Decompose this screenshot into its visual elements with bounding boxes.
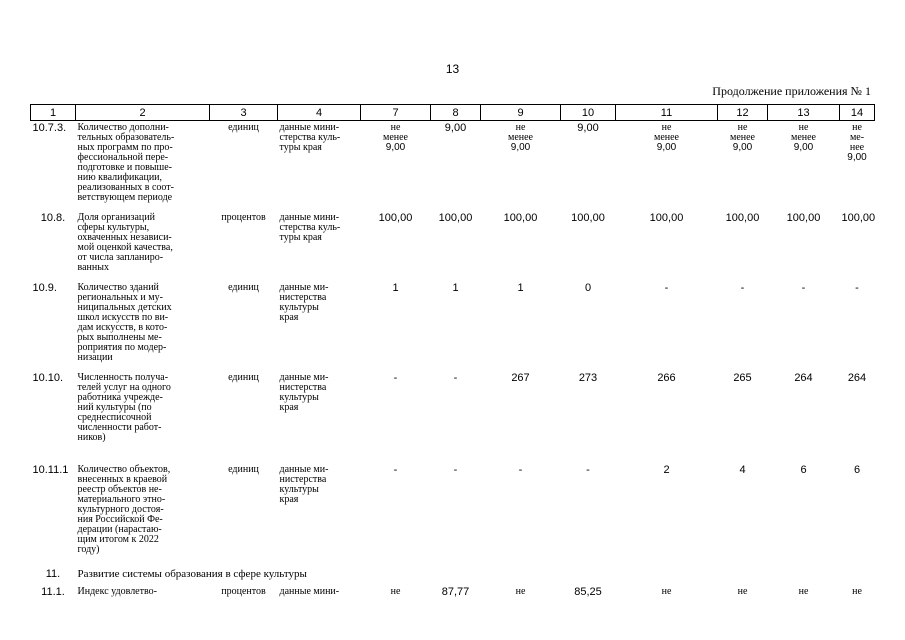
value-cell: 264 [794,371,813,384]
value-cell: 9,00 [444,122,467,134]
continuation-label: Продолжение приложения № 1 [712,84,871,98]
value-cell: не [737,585,748,597]
value-cell: не менее 9,00 [730,122,755,153]
indicator-name: Доля организаций сферы культуры, охваченных независи- мой оценкой качества, от числа запланиро- ванных [77,211,173,273]
indicator-name: Количество зданий региональных и му- ниципальных детских школ искусств по ви- дам искусств, в кото- рых выполнены ме- роприятия по модер- низации [77,281,172,363]
value-cell: 1 [392,281,399,294]
value-cell: не менее 9,00 [654,122,679,153]
value-cell: - [518,463,523,476]
section-number: 11. [45,567,61,580]
unit-of-measure: единиц [228,281,259,293]
column-number: 2 [76,105,210,121]
page-number: 13 [445,62,460,76]
unit-of-measure: единиц [228,371,259,383]
indicators-table [30,104,875,607]
value-cell: 100,00 [503,211,538,224]
value-cell: 265 [733,371,752,384]
column-number: 7 [361,105,431,121]
column-number: 10 [561,105,616,121]
table-row [31,121,875,211]
row-number: 10.8. [40,211,66,224]
data-source: данные ми- нистерства культуры края [279,371,329,413]
value-cell: 6 [853,463,861,476]
value-cell: не менее 9,00 [791,122,816,153]
table-row [31,463,875,567]
value-cell: 100,00 [725,211,760,224]
value-cell: 100,00 [378,211,413,224]
value-cell: - [664,281,669,294]
data-source: данные ми- нистерства культуры края [279,281,329,323]
row-number: 10.7.3. [32,122,67,134]
section-row [31,567,875,585]
column-number-row [31,105,875,121]
indicator-name: Количество дополни- тельных образователь- ных программ по про- фессиональной пере- подготовке и повыше- нию квалификации, реализованных в соот- ветствующем периоде [77,122,175,203]
value-cell: 264 [847,371,867,384]
value-cell: не [390,585,401,597]
value-cell: не [515,585,526,597]
value-cell: 0 [584,281,592,294]
value-cell: 87,77 [441,585,470,598]
value-cell: - [801,281,806,294]
value-cell: не менее 9,00 [508,122,533,153]
column-number: 8 [431,105,481,121]
table-row [31,371,875,463]
value-cell: не [798,585,809,597]
value-cell: - [393,371,398,384]
value-cell: 273 [578,371,598,384]
section-title: Развитие системы образования в сфере культуры [77,567,307,580]
column-number: 14 [840,105,875,121]
unit-of-measure: единиц [228,122,259,133]
value-cell: 85,25 [574,585,602,598]
value-cell: 1 [517,281,524,294]
value-cell: не [661,585,672,597]
column-number: 11 [616,105,718,121]
value-cell: 100,00 [786,211,821,224]
column-number: 13 [768,105,840,121]
value-cell: 266 [657,371,676,384]
value-cell: не ме- нее 9,00 [847,122,867,163]
value-cell: 100,00 [841,211,876,224]
value-cell: 100,00 [649,211,684,224]
column-number: 9 [481,105,561,121]
value-cell: 100,00 [438,211,473,224]
value-cell: 4 [739,463,746,476]
column-number: 12 [718,105,768,121]
row-number: 10.9. [32,281,57,294]
row-number: 11.1. [41,585,65,598]
value-cell: 2 [663,463,670,476]
data-source: данные мини- [279,585,340,597]
value-cell: 9,00 [577,122,599,134]
value-cell: - [453,371,458,384]
value-cell: не менее 9,00 [383,122,408,153]
indicator-name: Количество объектов, внесенных в краевой реестр объектов не- материального этно- культурного достоя- ния Российской Фе- дерации (нарастаю- щим итогом к 2022 году) [77,463,171,555]
value-cell: - [855,281,859,294]
column-number: 3 [210,105,278,121]
table-row [31,281,875,371]
column-number: 4 [278,105,361,121]
indicator-name: Численность получа- телей услуг на одного работника учрежде- ний культуры (по среднесписочной численности работ- ников) [77,371,171,443]
data-source: данные ми- нистерства культуры края [279,463,329,505]
unit-of-measure: единиц [228,463,259,475]
value-cell: 1 [452,281,459,294]
value-cell: не [852,585,862,597]
data-source: данные мини- стерства куль- туры края [279,122,341,153]
value-cell: 6 [800,463,807,476]
row-number: 10.10. [32,371,64,384]
data-source: данные мини- стерства куль- туры края [279,211,341,243]
row-number: 10.11.1 [32,463,69,476]
table-row [31,585,875,607]
value-cell: - [740,281,745,294]
value-cell: 267 [511,371,530,384]
table-row [31,211,875,281]
value-cell: - [393,463,398,476]
value-cell: - [586,463,590,476]
value-cell: - [453,463,458,476]
value-cell: 100,00 [571,211,605,224]
indicator-name: Индекс удовлетво- [77,585,157,597]
unit-of-measure: процентов [221,585,266,597]
column-number: 1 [31,105,76,121]
unit-of-measure: процентов [221,211,266,223]
